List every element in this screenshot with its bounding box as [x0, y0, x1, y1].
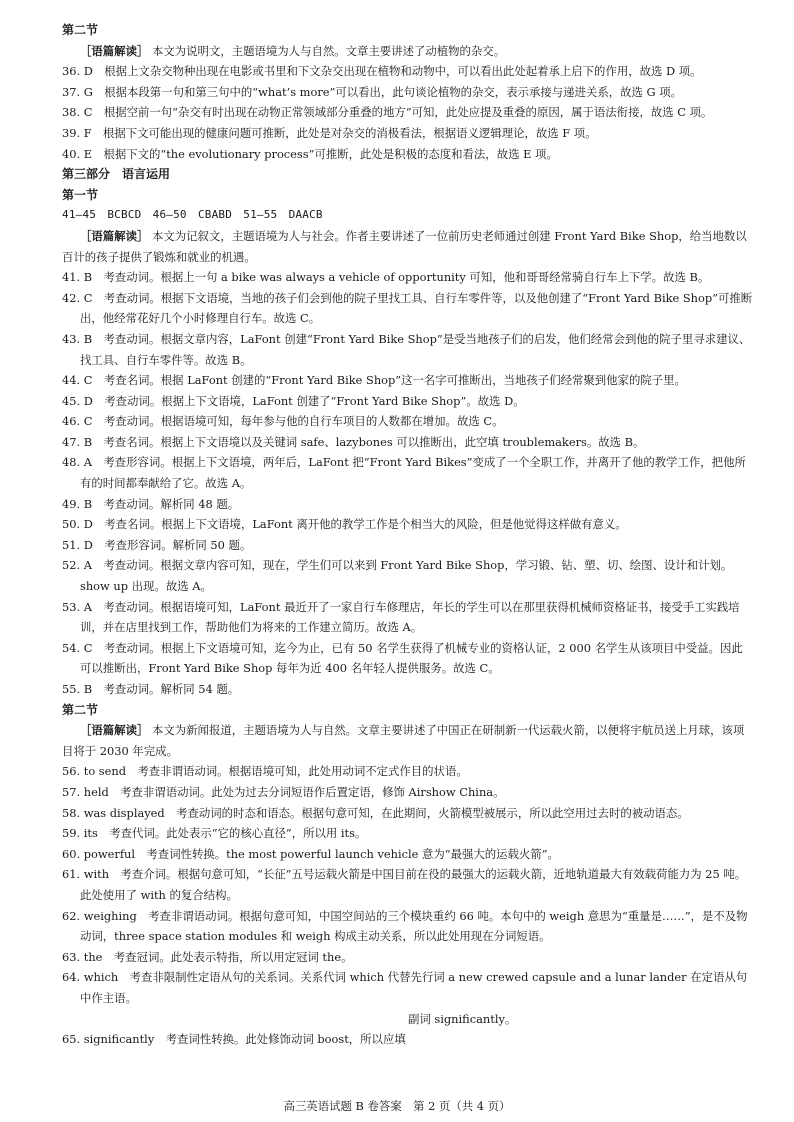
answer-item-48: 48. A 考查形容词。根据上下文语境，两年后，LaFont 把“Front Yard Bikes”变成了一个全职工作，并离开了他的教学工作，把他所有的时间都奉献给了它。故选 A。 [62, 455, 746, 491]
answer-item-60: 60. powerful 考查词性转换。the most powerful launch vehicle 意为“最强大的运载火箭”。 [62, 846, 559, 861]
analysis-label: ［语篇解读］ [80, 723, 149, 738]
s2-intro [62, 41, 754, 62]
answer-item-45: 45. D 考查动词。根据上下文语境，LaFont 创建了“Front Yard Bike Shop”。故选 D。 [62, 393, 525, 408]
p1-intro-text: 本文为记叙文，主题语境为人与社会。作者主要讲述了一位前历史老师通过创建 Front Yard Bike Shop，给当地数以百计的孩子提供了锻炼和就业的机遇。 [62, 228, 747, 264]
answer-item-58: 58. was displayed 考查动词的时态和语态。根据句意可知，在此期间，火箭模型被展示，所以此空用过去时的被动语态。 [62, 805, 689, 820]
answer-item-65: 65. significantly 考查词性转换。此处修饰动词 boost，所以应填 [62, 1032, 406, 1047]
answer-sheet-page [62, 20, 754, 1050]
answer-item-56: 56. to send 考查非谓语动词。根据语境可知，此处用动词不定式作目的状语。 [62, 764, 468, 779]
answer-item-54: 54. C 考查动词。根据上下文语境可知，迄今为止，已有 50 名学生获得了机械专业的资格认证，2 000 名学生从该项目中受益。因此可以推断出，Front Yard Bike Shop 每年为近 400 名年轻人提供服务。故选 C。 [62, 640, 743, 676]
answer-item-39: 39. F 根据下文可能出现的健康问题可推断，此处是对杂交的消极看法，根据语义逻辑理论，故选 F 项。 [62, 125, 597, 140]
answer-item-63: 63. the 考查冠词。此处表示特指，所以用定冠词 the。 [62, 949, 353, 964]
answer-item-49: 49. B 考查动词。解析同 48 题。 [62, 496, 240, 511]
p2-intro-text: 本文为新闻报道，主题语境为人与自然。文章主要讲述了中国正在研制新一代运载火箭，以便将宇航员送上月球，该项目将于 2030 年完成。 [62, 723, 745, 758]
answer-item-40: 40. E 根据下文的“the evolutionary process”可推断，此处是积极的态度和看法，故选 E 项。 [62, 146, 558, 161]
answer-item-46: 46. C 考查动词。根据语境可知，每年参与他的自行车项目的人数都在增加。故选 C。 [62, 414, 504, 429]
analysis-label: ［语篇解读］ [80, 43, 149, 58]
answer-item-59: 59. its 考查代词。此处表示“它的核心直径”，所以用 its。 [62, 826, 367, 841]
answer-item-41: 41. B 考查动词。根据上一句 a bike was always a vehicle of opportunity 可知，他和哥哥经常骑自行车上下学。故选 B。 [62, 270, 710, 285]
answer-item-55: 55. B 考查动词。解析同 54 题。 [62, 682, 240, 696]
answers-row: 41—45 BCBCD 46—50 CBABD 51—55 DAACB [62, 208, 323, 222]
page-footer: 高三英语试题 B 卷答案 第 2 页（共 4 页） [283, 1099, 511, 1113]
section-2-title: 第二节 [62, 23, 99, 37]
answer-item-37: 37. G 根据本段第一句和第三句中的“what’s more”可以看出，此句谈论植物的杂交，表示承接与递进关系，故选 G 项。 [62, 84, 683, 99]
answer-item-44: 44. C 考查名词。根据 LaFont 创建的“Front Yard Bike Shop”这一名字可推断出，当地孩子们经常聚到他家的院子里。 [62, 373, 686, 388]
answer-item-57: 57. held 考查非谓语动词。此处为过去分词短语作后置定语，修饰 Airshow China。 [62, 784, 505, 799]
answer-item-53: 53. A 考查动词。根据语境可知，LaFont 最近开了一家自行车修理店，年长的学生可以在那里获得机械师资格证书，接受手工实践培训，并在店里找到工作，帮助他们为将来的工作建立简历。故选 A。 [62, 599, 740, 635]
answer-item-51: 51. D 考查形容词。解析同 50 题。 [62, 537, 252, 552]
answer-item-38: 38. C 根据空前一句“杂交有时出现在动物正常领域部分重叠的地方”可知，此处应提及重叠的原因，属于语法衔接，故选 C 项。 [62, 105, 713, 120]
answer-item-42: 42. C 考查动词。根据下文语境，当地的孩子们会到他的院子里找工具、自行车零件等，以及他创建了“Front Yard Bike Shop”可推断出，他经常花好几个小时修理自行车。故选 C。 [62, 290, 753, 326]
s2-intro-text: 本文为说明文，主题语境为人与自然。文章主要讲述了动植物的杂交。 [151, 43, 506, 58]
inline-note: 副词 significantly。 [408, 1011, 517, 1026]
analysis-label: ［语篇解读］ [80, 228, 149, 243]
answer-item-43: 43. B 考查动词。根据文章内容，LaFont 创建“Front Yard Bike Shop”是受当地孩子们的启发，他们经常会到他的院子里寻求建议、找工具、自行车零件等。故选 B。 [62, 331, 751, 367]
p1-intro [62, 226, 754, 267]
answer-item-50: 50. D 考查名词。根据上下文语境，LaFont 离开他的教学工作是个相当大的风险，但是他觉得这样做有意义。 [62, 517, 627, 532]
part-3-title: 第三部分 语言运用 [62, 167, 171, 182]
answer-item-36: 36. D 根据上文杂交物种出现在电影或书里和下文杂交出现在植物和动物中，可以看出此处起着承上启下的作用，故选 D 项。 [62, 64, 702, 79]
answer-item-62: 62. weighing 考查非谓语动词。根据句意可知，中国空间站的三个模块重约 66 吨。本句中的 weigh 意思为“重量是……”，是不及物动词，three space station modules 和 weigh 构成主动关系，所以此处用现在分词短语。 [62, 908, 748, 944]
answer-item-52: 52. A 考查动词。根据文章内容可知，现在，学生们可以来到 Front Yard Bike Shop，学习锻、钻、塑、切、绘图、设计和计划。show up 出现。故选 A。 [62, 558, 733, 594]
answer-item-64: 64. which 考查非限制性定语从句的关系词。关系代词 which 代替先行词 a new crewed capsule and a lunar lander 在定语从句中作主语。 [62, 970, 748, 1005]
answer-item-47: 47. B 考查名词。根据上下文语境以及关键词 safe、lazybones 可以推断出，此空填 troublemakers。故选 B。 [62, 434, 645, 449]
section-1-title: 第一节 [62, 187, 99, 202]
answer-item-61: 61. with 考查介词。根据句意可知，“长征”五号运载火箭是中国目前在役的最强大的运载火箭，近地轨道最大有效载荷能力为 25 吨。此处使用了 with 的复合结构。 [62, 867, 747, 902]
p2-intro [62, 720, 754, 761]
section-2b-title: 第二节 [62, 702, 99, 717]
